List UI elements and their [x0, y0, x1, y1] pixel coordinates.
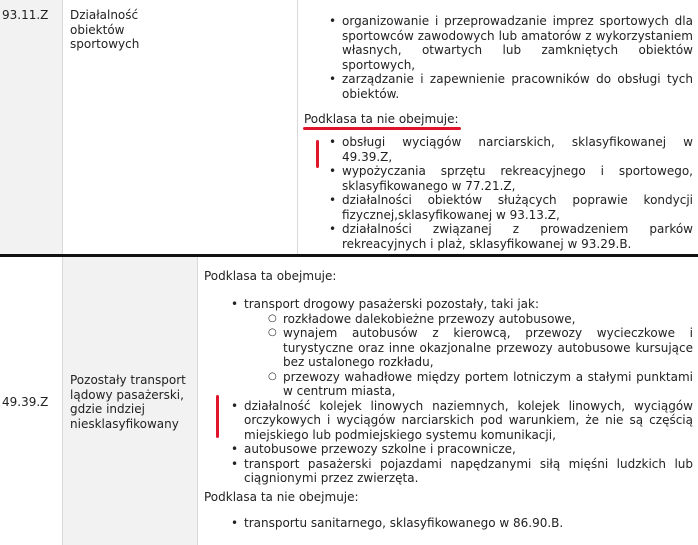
column-divider	[297, 0, 298, 254]
row2-excludes-heading: Podklasa ta nie obejmuje:	[204, 490, 359, 504]
row1-code: 93.11.Z	[2, 8, 49, 22]
sublist-item: ○ wynajem autobusów z kierowcą, przewozy wycieczkowe i turystyczne oraz inne okazjonalne przewozy autobusowe kursujące bez ustalonego rozkładu,	[283, 326, 693, 370]
row2-name-cell	[63, 257, 197, 545]
row2-includes-heading: Podklasa ta obejmuje:	[204, 269, 337, 283]
list-item: • transport pasażerski pojazdami napędzanymi siłą mięśni ludzkich lub ciągnionymi przez zwierzęta.	[244, 457, 693, 486]
column-divider	[62, 0, 63, 254]
list-item: • działalność kolejek linowych naziemnych, kolejek linowych, wyciągów orczykowych i wyciągów narciarskich pod warunkiem, że nie są częścią miejskiego lub podmiejskiego systemu komunikacji,	[244, 399, 693, 443]
sublist-item: ○ rozkładowe dalekobieżne przewozy autobusowe,	[283, 312, 693, 327]
row2-sublist	[244, 312, 693, 399]
row1-excludes-list	[342, 135, 693, 251]
row1-includes-list	[342, 14, 693, 101]
row2-description-cell	[198, 257, 698, 545]
row1-name-cell	[63, 0, 197, 254]
row2-includes-list	[244, 297, 693, 486]
list-item: • zarządzanie i zapewnienie pracowników do obsługi tych obiektów.	[342, 72, 693, 101]
list-item: • działalności obiektów służących poprawie kondycji fizycznej,sklasyfikowanej w 93.13.Z,	[342, 193, 693, 222]
list-item: • transportu sanitarnego, sklasyfikowanego w 86.90.B.	[244, 516, 693, 531]
red-margin-annotation	[316, 140, 319, 168]
list-item: • autobusowe przewozy szkolne i pracownicze,	[244, 442, 693, 457]
red-underline-annotation	[303, 127, 461, 130]
row1-code-cell	[0, 0, 62, 254]
column-divider	[62, 257, 63, 545]
row2-name: Pozostały transport lądowy pasażerski, gdzie indziej niesklasyfikowany	[70, 373, 186, 431]
list-item: • organizowanie i przeprowadzanie imprez sportowych dla sportowców zawodowych lub amatorów z wykorzystaniem własnych, otwartych lub zamkniętych obiektów sportowych,	[342, 14, 693, 72]
list-item: • obsługi wyciągów narciarskich, sklasyfikowanej w 49.39.Z,	[342, 135, 693, 164]
list-item	[244, 297, 693, 399]
row1-name: Działalność obiektów sportowych	[70, 8, 140, 51]
list-item: • wypożyczania sprzętu rekreacyjnego i sportowego, sklasyfikowanego w 77.21.Z,	[342, 164, 693, 193]
sublist-item: ○ przewozy wahadłowe między portem lotniczym a stałymi punktami w centrum miasta,	[283, 370, 693, 399]
list-item-text: transport drogowy pasażerski pozostały, taki jak:	[244, 297, 540, 311]
row2-code: 49.39.Z	[2, 395, 49, 409]
row2-code-cell	[0, 257, 62, 545]
red-margin-annotation	[216, 395, 219, 438]
row2-excludes-list	[244, 516, 693, 531]
list-item: • działalności związanej z prowadzeniem parków rekreacyjnych i plaż, sklasyfikowanej w 93.29.B.	[342, 222, 693, 251]
row1-excludes-heading: Podklasa ta nie obejmuje:	[304, 112, 459, 126]
column-divider	[197, 257, 198, 545]
